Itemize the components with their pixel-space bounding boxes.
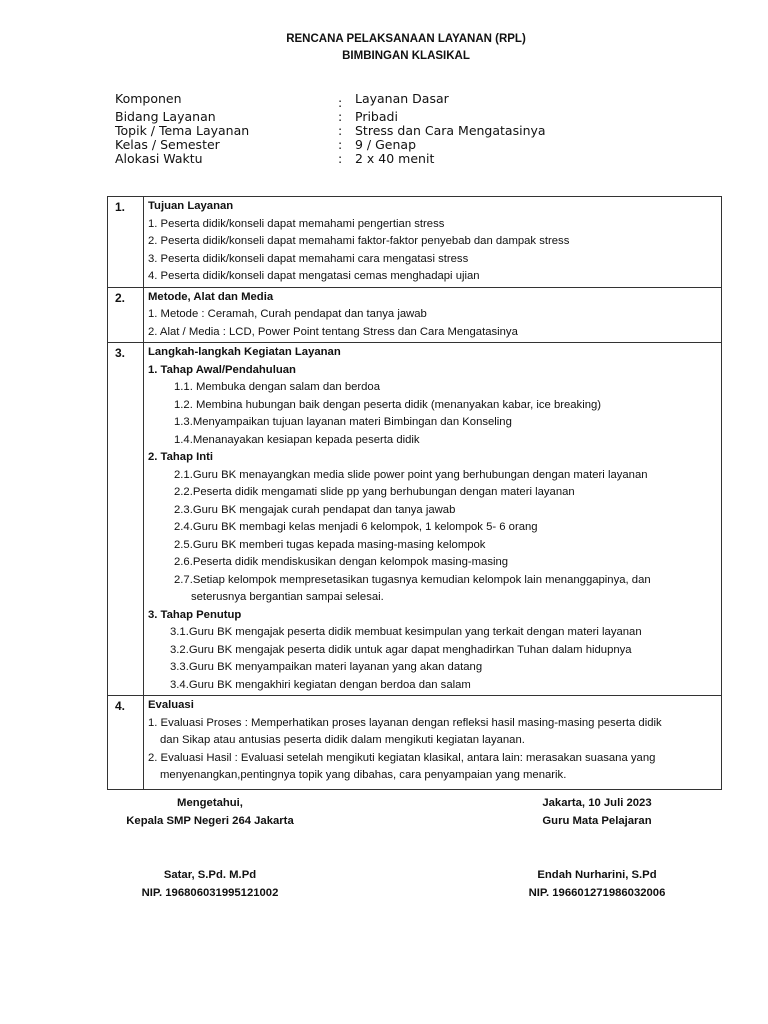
list-item: 1. Peserta didik/konseli dapat memahami pengertian stress xyxy=(148,217,445,230)
info-value: 2 x 40 menit xyxy=(355,151,435,166)
list-item: 2. Peserta didik/konseli dapat memahami faktor-faktor penyebab dan dampak stress xyxy=(148,235,570,247)
signature-right xyxy=(492,797,702,833)
info-value: 9 / Genap xyxy=(355,137,417,152)
signature-date: Jakarta, 10 Juli 2023 xyxy=(542,797,652,809)
info-colon: : xyxy=(338,109,343,124)
list-item: 2. Alat / Media : LCD, Power Point tentang Stress dan Cara Mengatasinya xyxy=(148,325,518,338)
info-value: Layanan Dasar xyxy=(355,91,449,106)
info-value: Stress dan Cara Mengatasinya xyxy=(355,123,546,138)
signature-position: Kepala SMP Negeri 264 Jakarta xyxy=(126,815,294,827)
section-number: 4. xyxy=(108,696,144,790)
section-heading: Metode, Alat dan Media xyxy=(148,290,274,303)
document-subtitle: BIMBINGAN KLASIKAL xyxy=(342,50,470,62)
section-content xyxy=(144,343,722,696)
list-item: 1.4.Menanayakan kesiapan kepada peserta didik xyxy=(174,433,420,446)
stage-title-inti: 2. Tahap Inti xyxy=(148,451,214,463)
list-item: 2.6.Peserta didik mendiskusikan dengan kelompok masing-masing xyxy=(174,556,509,568)
list-item: 3.4.Guru BK mengakhiri kegiatan dengan berdoa dan salam xyxy=(170,678,471,691)
list-item: 3.1.Guru BK mengajak peserta didik membuat kesimpulan yang terkait dengan materi layanan xyxy=(170,626,642,638)
activity-table xyxy=(107,196,722,790)
signatory-name: Satar, S.Pd. M.Pd xyxy=(163,869,257,881)
section-number: 2. xyxy=(108,287,144,343)
stage-title-awal: 1. Tahap Awal/Pendahuluan xyxy=(148,363,296,376)
list-item: 3.2.Guru BK mengajak peserta didik untuk agar dapat menghadirkan Tuhan dalam hidupnya xyxy=(170,643,632,656)
signature-right-name xyxy=(492,869,702,905)
section-content xyxy=(144,197,722,288)
info-colon: : xyxy=(338,95,343,110)
document-title: RENCANA PELAKSANAAN LAYANAN (RPL) xyxy=(286,33,526,45)
info-colon: : xyxy=(338,137,343,152)
section-row-metode xyxy=(108,287,722,343)
list-item: 2.7.Setiap kelompok mempresetasikan tugasnya kemudian kelompok lain menanggapinya, dan xyxy=(174,573,651,586)
list-item: 3.3.Guru BK menyampaikan materi layanan yang akan datang xyxy=(170,661,483,673)
list-item: 1.3.Menyampaikan tujuan layanan materi Bimbingan dan Konseling xyxy=(174,416,512,428)
signature-left xyxy=(105,797,315,833)
section-heading: Evaluasi xyxy=(148,699,194,711)
signature-left-name xyxy=(105,869,315,905)
section-heading: Langkah-langkah Kegiatan Layanan xyxy=(148,346,341,358)
signatory-nip: NIP. 196806031995121002 xyxy=(141,887,279,899)
section-content xyxy=(144,287,722,343)
section-number: 1. xyxy=(108,197,144,288)
list-item: 1. Metode : Ceramah, Curah pendapat dan tanya jawab xyxy=(148,308,427,320)
stage-title-penutup: 3. Tahap Penutup xyxy=(148,608,242,621)
list-item: 1.1. Membuka dengan salam dan berdoa xyxy=(174,381,380,393)
list-item-continuation: seterusnya bergantian sampai selesai. xyxy=(191,591,384,603)
list-item-continuation: dan Sikap atau antusias peserta didik dalam mengikuti kegiatan layanan. xyxy=(160,734,525,746)
section-row-langkah xyxy=(108,343,722,696)
list-item-continuation: menyenangkan,pentingnya topik yang dibahas, cara penyampaian yang menarik. xyxy=(160,769,567,781)
list-item: 2.4.Guru BK membagi kelas menjadi 6 kelompok, 1 kelompok 5- 6 orang xyxy=(174,521,538,533)
signature-position: Guru Mata Pelajaran xyxy=(542,815,652,827)
section-row-tujuan xyxy=(108,197,722,288)
info-label: Topik / Tema Layanan xyxy=(115,123,250,138)
list-item: 3. Peserta didik/konseli dapat memahami cara mengatasi stress xyxy=(148,252,469,265)
signature-caption: Mengetahui, xyxy=(177,797,243,809)
list-item: 2. Evaluasi Hasil : Evaluasi setelah mengikuti kegiatan klasikal, antara lain: merasakan suasana yang xyxy=(148,751,656,764)
spacer xyxy=(148,785,717,788)
info-label: Alokasi Waktu xyxy=(115,151,203,166)
list-item: 1. Evaluasi Proses : Memperhatikan proses layanan dengan refleksi hasil masing-masing peserta didik xyxy=(148,716,662,729)
section-heading: Tujuan Layanan xyxy=(148,200,234,212)
info-label: Komponen xyxy=(115,91,182,106)
list-item: 2.1.Guru BK menayangkan media slide power point yang berhubungan dengan materi layanan xyxy=(174,468,648,481)
list-item: 1.2. Membina hubungan baik dengan peserta didik (menanyakan kabar, ice breaking) xyxy=(174,398,602,411)
section-row-evaluasi xyxy=(108,696,722,790)
info-label: Bidang Layanan xyxy=(115,109,216,124)
list-item: 2.3.Guru BK mengajak curah pendapat dan tanya jawab xyxy=(174,503,456,516)
section-number: 3. xyxy=(108,343,144,696)
list-item: 4. Peserta didik/konseli dapat mengatasi cemas menghadapi ujian xyxy=(148,270,480,282)
list-item: 2.2.Peserta didik mengamati slide pp yang berhubungan dengan materi layanan xyxy=(174,486,575,498)
list-item: 2.5.Guru BK memberi tugas kepada masing-masing kelompok xyxy=(174,538,486,551)
section-content xyxy=(144,696,722,790)
info-colon: : xyxy=(338,123,343,138)
signatory-nip: NIP. 196601271986032006 xyxy=(528,887,666,899)
info-colon: : xyxy=(338,151,343,166)
info-label: Kelas / Semester xyxy=(115,137,220,152)
info-value: Pribadi xyxy=(355,109,398,124)
signatory-name: Endah Nurharini, S.Pd xyxy=(537,869,657,881)
